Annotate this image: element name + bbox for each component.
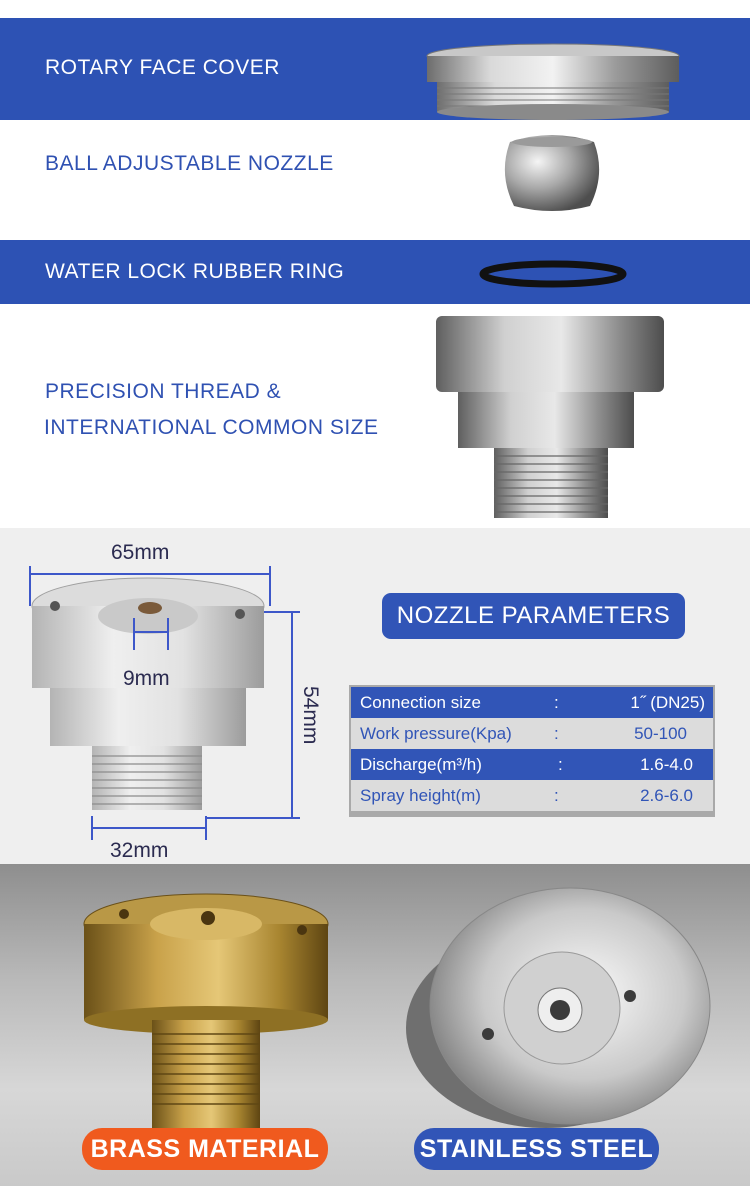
param-separator: : [554,785,559,805]
table-row [351,718,713,749]
stainless-steel-label: STAINLESS STEEL [414,1128,659,1170]
stainless-nozzle-image [398,878,714,1130]
param-label: Work pressure(Kpa) [360,723,512,743]
dimension-width-top: 65mm [111,541,170,564]
ball-nozzle-image [502,134,602,212]
feature-band-ball-nozzle [0,120,750,240]
feature-label-face-cover: ROTARY FACE COVER [45,56,280,79]
dimension-height: 54mm [299,686,322,745]
param-label: Connection size [360,692,481,712]
feature-label-ball-nozzle: BALL ADJUSTABLE NOZZLE [45,152,334,175]
threaded-body-image [436,316,664,520]
param-value: 1˝ (DN25) [630,692,705,712]
brass-nozzle-image [78,884,340,1134]
param-separator: : [558,754,563,774]
feature-band-rubber-ring [0,240,750,304]
dimension-hole: 9mm [123,667,170,690]
nozzle-parameters-title: NOZZLE PARAMETERS [382,593,685,639]
table-row [351,749,713,780]
param-value: 2.6-6.0 [640,785,693,805]
param-separator: : [554,723,559,743]
face-cover-image [425,42,681,124]
feature-label-rubber-ring: WATER LOCK RUBBER RING [45,260,345,283]
param-value: 50-100 [634,723,687,743]
brass-material-label: BRASS MATERIAL [82,1128,328,1170]
dimension-drawing [0,528,340,864]
feature-label-thread-line1: PRECISION THREAD & [45,380,282,403]
table-row [351,780,713,811]
dimension-width-bottom: 32mm [110,839,169,862]
param-value: 1.6-4.0 [640,754,693,774]
feature-band-thread [0,304,750,528]
feature-band-face-cover [0,18,750,120]
parameters-table [349,685,715,817]
param-label: Discharge(m³/h) [360,754,482,774]
feature-label-thread-line2: INTERNATIONAL COMMON SIZE [44,416,379,439]
rubber-ring-image [479,260,627,288]
table-row [351,687,713,718]
param-separator: : [554,692,559,712]
param-label: Spray height(m) [360,785,481,805]
